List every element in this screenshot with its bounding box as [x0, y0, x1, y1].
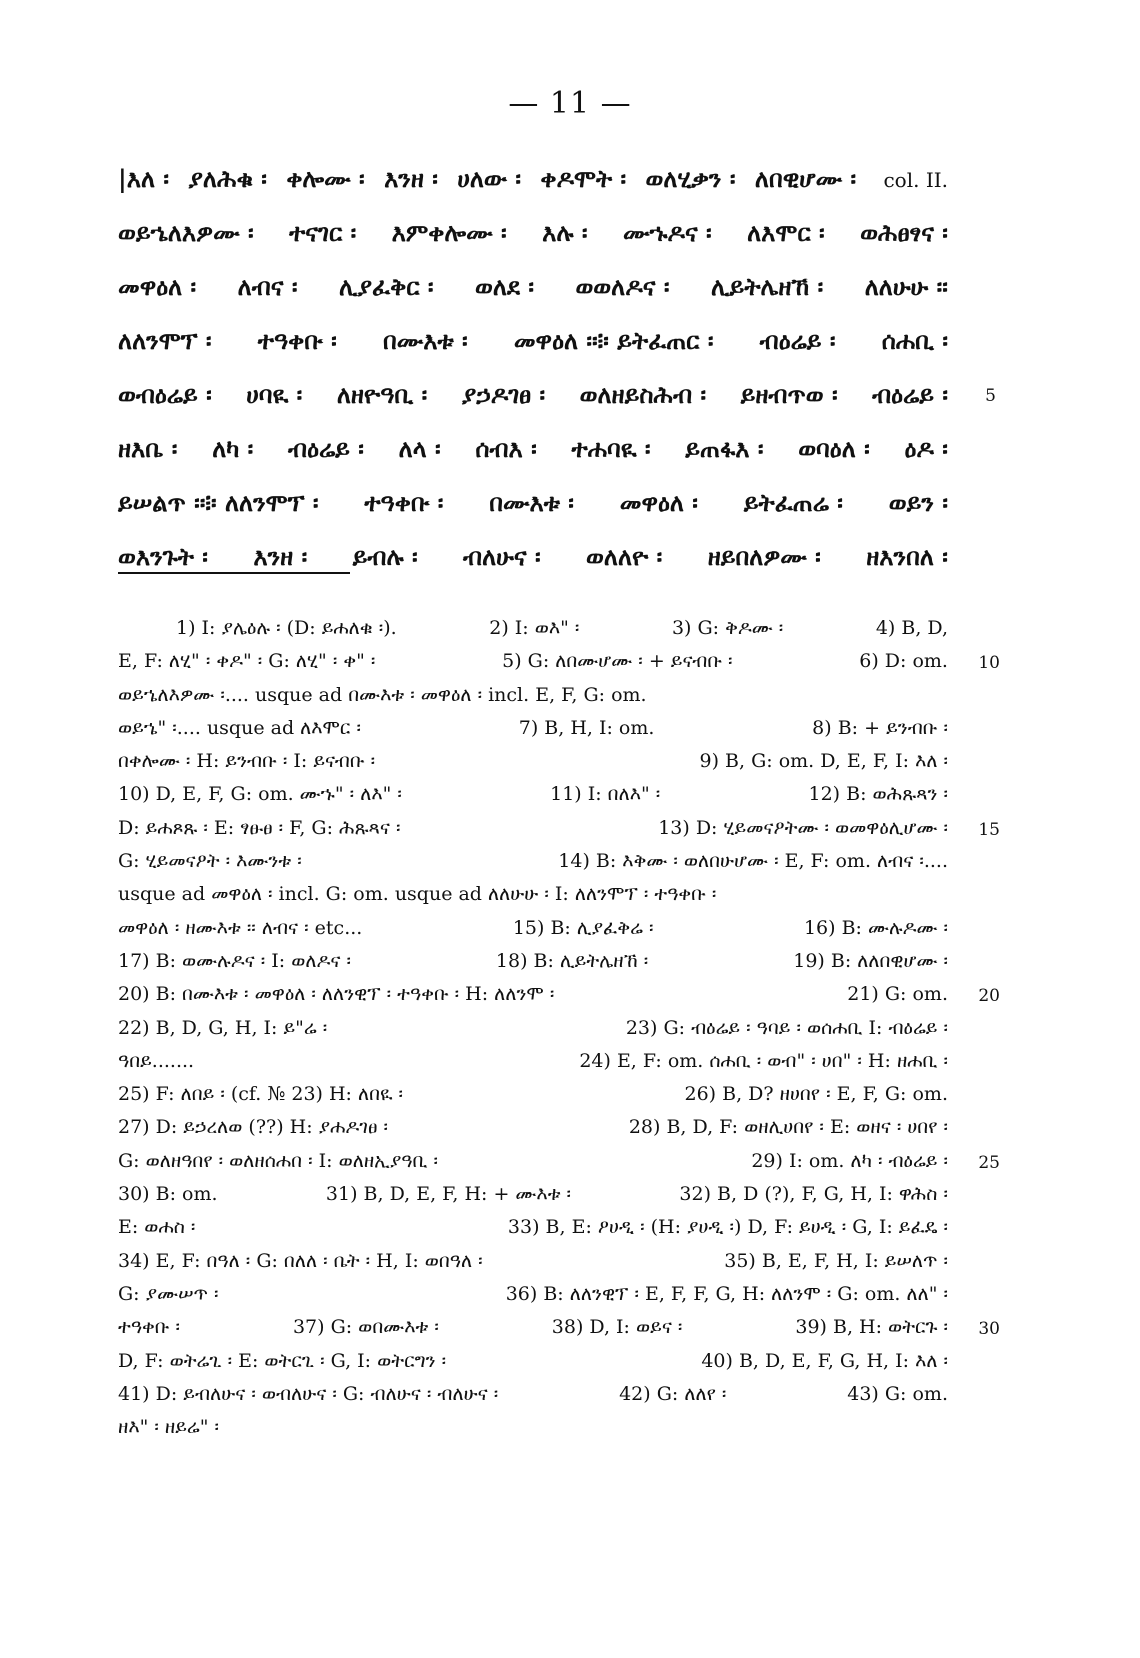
apparatus-line	[118, 1245, 948, 1278]
word: ዘእንበለ ፡	[866, 542, 948, 571]
apparatus-line	[118, 1012, 948, 1045]
apparatus-entry: 42) G: ለለየ ፡	[619, 1382, 727, 1405]
apparatus-entry: ዓበይ.......	[118, 1049, 195, 1072]
word: እምቀሎሙ ፡	[391, 218, 507, 247]
word: ይዘብጥወ ፡	[740, 380, 838, 409]
apparatus-entry: 12) B: ወሕጹጻን ፡	[808, 783, 948, 806]
text-line	[118, 150, 948, 204]
word: ወባዕለ ፡	[798, 434, 870, 463]
critical-apparatus	[118, 612, 1000, 1444]
word: ወወለዶና ፡	[575, 272, 670, 301]
apparatus-entry: 39) B, H: ወትርጉ ፡	[795, 1316, 948, 1339]
apparatus-line	[118, 1045, 948, 1078]
apparatus-entry: 8) B: + ይንብቡ ፡	[812, 716, 948, 739]
apparatus-line	[118, 778, 948, 811]
word: እንዘ ፡	[253, 542, 308, 571]
word: ለዘዮዓቢ ፡	[336, 380, 428, 409]
apparatus-entry: 36) B: ለለንዊፕ ፡ E, F, F, G, H: ለለንሞ ፡ G: om. ለለ" ፡	[505, 1282, 948, 1305]
apparatus-line	[118, 612, 948, 645]
word: |እለ ፡	[118, 164, 170, 193]
word: ወይኄለእዎሙ ፡	[118, 218, 254, 247]
apparatus-line	[118, 679, 948, 712]
apparatus-line	[118, 1345, 948, 1378]
apparatus-entry: ተዓቀቡ ፡	[118, 1316, 180, 1339]
word: ይሠልጥ ፡፨ ለለንሞፕ ፡	[118, 488, 319, 517]
apparatus-entry: 23) G: ብዕሬይ ፡ ዓባይ ፡ ወሰሐቢ I: ብዕሬይ ፡	[625, 1016, 948, 1039]
word: ወእንጉት ፡	[118, 542, 208, 571]
apparatus-entry: 41) D: ይብለሁና ፡ ወብለሁና ፡ G: ብለሁና ፡ ብለሁና ፡	[118, 1382, 499, 1405]
apparatus-entry: G: ሂይመናዖት ፡ እሙንቱ ፡	[118, 850, 302, 873]
apparatus-line	[118, 812, 1000, 845]
apparatus-entry: ወይኄለእዎሙ ፡.... usque ad በሙእቱ ፡ መዋዕለ ፡ incl. E, F, G: om.	[118, 683, 647, 706]
word: መዋዕለ ፡	[118, 272, 197, 301]
word: እንዘ ፡	[384, 164, 438, 193]
line-number: 20	[978, 986, 1000, 1007]
word: ሙኁዶና ፡	[622, 218, 712, 247]
apparatus-line	[118, 878, 948, 911]
word: በሙእቱ ፡	[489, 488, 574, 517]
apparatus-entry: 34) E, F: በዓለ ፡ G: በለለ ፡ ቤት ፡ H, I: ወበዓለ ፡	[118, 1249, 483, 1272]
line-number: 25	[978, 1152, 1000, 1173]
apparatus-line	[118, 845, 948, 878]
word: ለበዊሆሙ ፡	[754, 164, 857, 193]
apparatus-line	[118, 1378, 948, 1411]
apparatus-entry: 2) I: ወእ" ፡	[489, 617, 580, 639]
apparatus-entry: 31) B, D, E, F, H: + ሙእቱ ፡	[325, 1183, 572, 1206]
text-line	[118, 366, 996, 420]
word: ሊይትሌዘኸ ፡	[710, 272, 824, 301]
apparatus-line	[118, 1211, 948, 1244]
text-line	[118, 258, 948, 312]
apparatus-entry: 10) D, E, F, G: om. ሙኁ" ፡ ለእ" ፡	[118, 783, 402, 806]
word: ያኃዶገፀ ፡	[461, 380, 546, 409]
apparatus-entry: G: ያሙሠጥ ፡	[118, 1282, 219, 1305]
word: ዘይበለዎሙ ፡	[707, 542, 821, 571]
apparatus-entry: 13) D: ሂይመናዖትሙ ፡ ወመዋዕሊሆሙ ፡	[658, 816, 948, 839]
apparatus-entry: ወይኄ" ፡.... usque ad ለእሞር ፡	[118, 716, 361, 739]
apparatus-entry: 35) B, E, F, H, I: ይሠለጥ ፡	[724, 1249, 948, 1272]
apparatus-entry: 30) B: om.	[118, 1183, 218, 1206]
word: ተዓቀቡ ፡	[257, 326, 337, 355]
word: ይትፈጠሬ ፡	[743, 488, 843, 517]
apparatus-entry: 15) B: ሊያፈቅሬ ፡	[512, 916, 654, 939]
apparatus-line	[118, 745, 948, 778]
word: ተዓቀቡ ፡	[364, 488, 444, 517]
apparatus-entry: 19) B: ለለበዊሆሙ ፡	[793, 949, 948, 972]
word: ዘእቤ ፡	[118, 434, 178, 463]
apparatus-line	[118, 1078, 948, 1111]
apparatus-entry: ዘእ" ፡ ዘይሬ" ፡	[118, 1416, 220, 1439]
apparatus-entry: 17) B: ወሙሉዶና ፡ I: ወለዶና ፡	[118, 949, 351, 972]
word: ብለሁና ፡	[463, 542, 541, 571]
apparatus-entry: 28) B, D, F: ወዘሊሀበየ ፡ E: ወዘና ፡ ሀበየ ፡	[628, 1116, 948, 1139]
apparatus-line	[118, 1311, 1000, 1344]
word: ተናገር ፡	[289, 218, 357, 247]
apparatus-entry: 20) B: በሙእቱ ፡ መዋዕለ ፡ ለለንዊፕ ፡ ተዓቀቡ ፡ H: ለለንሞ ፡	[118, 983, 555, 1006]
apparatus-entry: 22) B, D, G, H, I: ይ"ሬ ፡	[118, 1016, 328, 1039]
line-number: 15	[978, 819, 1000, 840]
apparatus-entry: usque ad መዋዕለ ፡ incl. G: om. usque ad ለለሁሁ ፡ I: ለለንሞፕ ፡ ተዓቀቡ ፡	[118, 883, 717, 906]
word: ለብና ፡	[237, 272, 298, 301]
word: ለለሁሁ ፡፡	[864, 272, 948, 301]
line-number: 5	[985, 386, 996, 406]
text-line	[118, 420, 948, 474]
apparatus-line	[118, 1178, 948, 1211]
word: ለእሞር ፡	[747, 218, 825, 247]
text-line	[118, 312, 948, 366]
apparatus-line	[118, 978, 1000, 1011]
word: ተሐባዪ ፡	[571, 434, 651, 463]
apparatus-entry: 33) B, E: ዖሀዲ ፡ (H: ያሀዲ ፡) D, F: ይሀዲ ፡ G, I: ይፈዴ ፡	[507, 1216, 948, 1239]
page-number: — 11 —	[508, 86, 632, 121]
word: ዕዶ ፡	[904, 434, 948, 463]
apparatus-entry: 38) D, I: ወይና ፡	[551, 1316, 683, 1339]
apparatus-line	[118, 945, 948, 978]
line-number: 10	[978, 653, 1000, 674]
apparatus-entry: 29) I: om. ለካ ፡ ብዕሬይ ፡	[751, 1149, 948, 1172]
text-line	[118, 204, 948, 258]
word: ሀባዪ ፡	[246, 380, 303, 409]
apparatus-entry: 3) G: ቅዶሙ ፡	[671, 617, 784, 639]
apparatus-entry: E, F: ለሂ" ፡ ቀዶ" ፡ G: ለሂ" ፡ ቀ" ፡	[118, 650, 376, 673]
apparatus-entry: 37) G: ወበሙእቱ ፡	[292, 1316, 439, 1339]
word: ቀሎሙ ፡	[286, 164, 365, 193]
word: ወለዘይስሕብ ፡	[579, 380, 707, 409]
apparatus-entry: 9) B, G: om. D, E, F, I: እለ ፡	[699, 750, 948, 773]
apparatus-entry: 6) D: om.	[859, 650, 948, 673]
apparatus-entry: 4) B, D,	[875, 617, 948, 639]
apparatus-entry: G: ወለዘዓበየ ፡ ወለዘሰሐበ ፡ I: ወለዘኢያዓቢ ፡	[118, 1149, 438, 1172]
word: በሙእቱ ፡	[382, 326, 468, 355]
apparatus-line	[118, 645, 1000, 678]
word: ወለለዮ ፡	[586, 542, 663, 571]
line-number: 30	[978, 1319, 1000, 1340]
apparatus-entry: 7) B, H, I: om.	[518, 716, 655, 739]
column-marker: col. II.	[883, 168, 948, 192]
word: ለላ ፡	[398, 434, 441, 463]
word: ያለሕቁ ፡	[188, 164, 267, 193]
apparatus-entry: 16) B: ሙሉዶሙ ፡	[803, 916, 948, 939]
apparatus-line	[118, 1145, 1000, 1178]
apparatus-entry: 21) G: om.	[847, 983, 948, 1006]
word: መዋዕለ ፡	[619, 488, 698, 517]
main-text	[118, 150, 996, 582]
apparatus-entry: 26) B, D? ዘሀበየ ፡ E, F, G: om.	[684, 1083, 948, 1106]
word: እሉ ፡	[542, 218, 588, 247]
word: ወሕፀፃና ፡	[860, 218, 948, 247]
word: ብዕሬይ ፡	[872, 380, 948, 409]
apparatus-entry: E: ወሐስ ፡	[118, 1216, 196, 1239]
word: ይጠፋእ ፡	[685, 434, 764, 463]
apparatus-line	[118, 912, 948, 945]
word: ብዕሬይ ፡	[288, 434, 364, 463]
apparatus-entry: D: ይሐጾጹ ፡ E: ፃፁፀ ፡ F, G: ሕጹጻና ፡	[118, 816, 401, 839]
apparatus-entry: 14) B: እቅሙ ፡ ወለበሁሆሙ ፡ E, F: om. ለብና ፡....	[558, 850, 948, 873]
apparatus-line	[118, 712, 948, 745]
word: ለካ ፡	[212, 434, 254, 463]
word: ይብሉ ፡	[352, 542, 418, 571]
apparatus-entry: 27) D: ይኃረለወ (??) H: ያሐዶገፀ ፡	[118, 1116, 388, 1139]
apparatus-entry: 43) G: om.	[847, 1382, 948, 1405]
word: ሰብእ ፡	[475, 434, 537, 463]
apparatus-entry: መዋዕለ ፡ ዘሙእቱ ፡፡ ለብና ፡ etc...	[118, 916, 363, 939]
apparatus-entry: 5) G: ለበሙሆሙ ፡ + ይናብቡ ፡	[502, 650, 733, 673]
word: ለለንሞፕ ፡	[118, 326, 212, 355]
apparatus-entry: 1) I: ያሌዕሉ ፡ (D: ይሐለቁ ፡).	[176, 617, 397, 639]
word: ወለደ ፡	[474, 272, 534, 301]
text-line	[118, 474, 948, 528]
word: ወብዕሬይ ፡	[118, 380, 212, 409]
word: ቀዶሞት ፡	[540, 164, 627, 193]
apparatus-entry: 40) B, D, E, F, G, H, I: እለ ፡	[701, 1349, 948, 1372]
apparatus-entry: 25) F: ለበይ ፡ (cf. № 23) H: ለበዪ ፡	[118, 1083, 404, 1106]
word: ብዕሬይ ፡	[759, 326, 836, 355]
apparatus-entry: በቀሎሙ ፡ H: ይንብቡ ፡ I: ይናብቡ ፡	[118, 750, 376, 773]
apparatus-line	[118, 1278, 948, 1311]
word: መዋዕለ ፡፨ ይትፈጠር ፡	[513, 326, 714, 355]
word: ሰሐቢ ፡	[881, 326, 948, 355]
apparatus-entry: 11) I: በለእ" ፡	[550, 783, 661, 806]
apparatus-line	[118, 1411, 948, 1444]
apparatus-entry: 32) B, D (?), F, G, H, I: ዋሕስ ፡	[679, 1183, 948, 1206]
word: ወለሂቃን ፡	[645, 164, 736, 193]
apparatus-entry: 18) B: ሊይትሌዘኸ ፡	[495, 949, 649, 972]
apparatus-entry: 24) E, F: om. ሰሐቢ ፡ ወብ" ፡ ሀበ" ፡ H: ዘሐቢ ፡	[579, 1049, 948, 1072]
word: ወይን ፡	[888, 488, 948, 517]
word: ሀለው ፡	[457, 164, 521, 193]
apparatus-entry: D, F: ወትሬጊ ፡ E: ወትርጊ ፡ G, I: ወትርግን ፡	[118, 1349, 447, 1372]
apparatus-line	[118, 1111, 948, 1144]
word: ሊያፈቅር ፡	[338, 272, 434, 301]
footnote-divider	[118, 572, 350, 574]
